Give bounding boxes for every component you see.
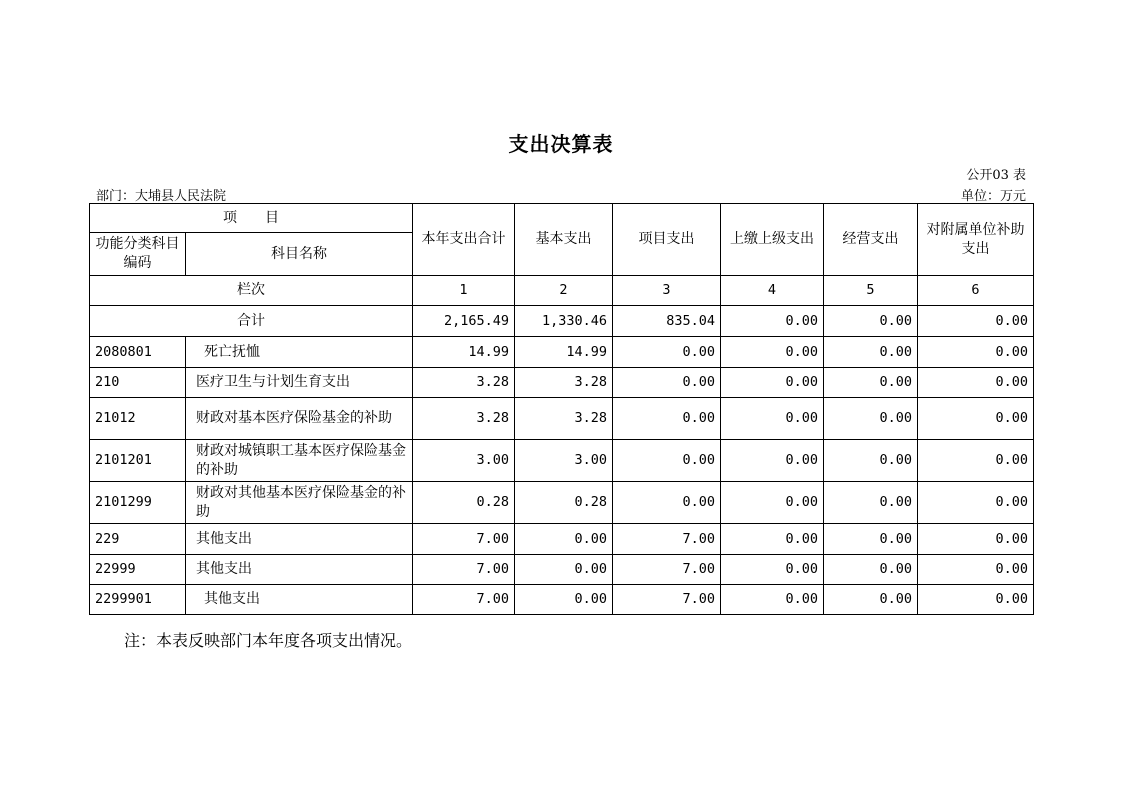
row-value: 0.28 <box>515 482 613 524</box>
row-value: 14.99 <box>515 337 613 368</box>
total-value: 1,330.46 <box>515 306 613 337</box>
row-value: 7.00 <box>413 555 515 585</box>
table-row <box>90 585 1034 615</box>
row-code: 22999 <box>90 555 186 585</box>
row-value: 0.00 <box>824 585 918 615</box>
row-value: 0.00 <box>918 337 1034 368</box>
row-value: 0.00 <box>824 482 918 524</box>
row-value: 3.28 <box>515 368 613 398</box>
row-value: 0.00 <box>918 585 1034 615</box>
row-value: 0.00 <box>918 555 1034 585</box>
header-item: 项 目 <box>90 204 413 233</box>
row-value: 7.00 <box>613 585 721 615</box>
row-value: 0.00 <box>918 482 1034 524</box>
row-value: 0.00 <box>515 524 613 555</box>
table-row <box>90 482 1034 524</box>
row-value: 0.28 <box>413 482 515 524</box>
row-code: 21012 <box>90 398 186 440</box>
row-value: 0.00 <box>515 585 613 615</box>
row-value: 0.00 <box>824 337 918 368</box>
column-number: 2 <box>515 276 613 306</box>
row-value: 7.00 <box>613 555 721 585</box>
row-code: 2299901 <box>90 585 186 615</box>
row-value: 7.00 <box>413 585 515 615</box>
row-value: 14.99 <box>413 337 515 368</box>
column-number: 5 <box>824 276 918 306</box>
row-name: 财政对城镇职工基本医疗保险基金的补助 <box>186 440 413 482</box>
row-value: 7.00 <box>613 524 721 555</box>
row-name: 其他支出 <box>186 524 413 555</box>
row-value: 0.00 <box>721 440 824 482</box>
table-row <box>90 368 1034 398</box>
row-value: 0.00 <box>613 368 721 398</box>
row-value: 3.00 <box>515 440 613 482</box>
table-row <box>90 398 1034 440</box>
row-name: 财政对其他基本医疗保险基金的补助 <box>186 482 413 524</box>
row-value: 0.00 <box>918 440 1034 482</box>
row-code: 2101299 <box>90 482 186 524</box>
row-value: 3.00 <box>413 440 515 482</box>
department-label: 部门：大埔县人民法院 <box>96 189 227 204</box>
table-row <box>90 440 1034 482</box>
table-row <box>90 337 1034 368</box>
row-value: 7.00 <box>413 524 515 555</box>
row-value: 0.00 <box>824 440 918 482</box>
row-name: 医疗卫生与计划生育支出 <box>186 368 413 398</box>
row-value: 0.00 <box>918 368 1034 398</box>
row-value: 0.00 <box>721 368 824 398</box>
column-number: 1 <box>413 276 515 306</box>
column-number-label: 栏次 <box>90 276 413 306</box>
row-value: 0.00 <box>824 368 918 398</box>
total-value: 835.04 <box>613 306 721 337</box>
row-value: 0.00 <box>824 555 918 585</box>
row-value: 3.28 <box>413 398 515 440</box>
total-value: 0.00 <box>721 306 824 337</box>
header-name: 科目名称 <box>186 233 413 276</box>
total-label: 合计 <box>90 306 413 337</box>
column-number: 4 <box>721 276 824 306</box>
row-value: 0.00 <box>721 524 824 555</box>
row-code: 2080801 <box>90 337 186 368</box>
row-value: 0.00 <box>613 337 721 368</box>
row-value: 0.00 <box>918 524 1034 555</box>
row-code: 2101201 <box>90 440 186 482</box>
total-value: 0.00 <box>918 306 1034 337</box>
table-row <box>90 524 1034 555</box>
footnote: 注：本表反映部门本年度各项支出情况。 <box>124 631 413 650</box>
total-value: 0.00 <box>824 306 918 337</box>
header-code: 功能分类科目编码 <box>90 233 186 276</box>
row-value: 0.00 <box>824 524 918 555</box>
row-value: 0.00 <box>721 398 824 440</box>
row-value: 0.00 <box>613 482 721 524</box>
header-project: 项目支出 <box>613 204 721 276</box>
row-value: 0.00 <box>721 337 824 368</box>
form-number: 公开03 表 <box>966 168 1026 183</box>
header-subsidy: 对附属单位补助支出 <box>918 204 1034 276</box>
row-value: 0.00 <box>918 398 1034 440</box>
header-basic: 基本支出 <box>515 204 613 276</box>
row-name: 死亡抚恤 <box>186 337 413 368</box>
header-total: 本年支出合计 <box>413 204 515 276</box>
row-value: 0.00 <box>721 482 824 524</box>
header-upper: 上缴上级支出 <box>721 204 824 276</box>
row-value: 0.00 <box>613 398 721 440</box>
row-name: 其他支出 <box>186 555 413 585</box>
row-name: 其他支出 <box>186 585 413 615</box>
row-value: 0.00 <box>613 440 721 482</box>
expenditure-table <box>89 203 1034 615</box>
total-row <box>90 306 1034 337</box>
row-value: 0.00 <box>824 398 918 440</box>
column-number: 3 <box>613 276 721 306</box>
row-value: 3.28 <box>515 398 613 440</box>
row-value: 0.00 <box>721 585 824 615</box>
row-value: 3.28 <box>413 368 515 398</box>
row-code: 229 <box>90 524 186 555</box>
row-code: 210 <box>90 368 186 398</box>
page-title: 支出决算表 <box>508 132 614 156</box>
column-number: 6 <box>918 276 1034 306</box>
total-value: 2,165.49 <box>413 306 515 337</box>
header-operating: 经营支出 <box>824 204 918 276</box>
row-value: 0.00 <box>515 555 613 585</box>
unit-label: 单位：万元 <box>960 189 1026 204</box>
row-name: 财政对基本医疗保险基金的补助 <box>186 398 413 440</box>
row-value: 0.00 <box>721 555 824 585</box>
table-row <box>90 555 1034 585</box>
